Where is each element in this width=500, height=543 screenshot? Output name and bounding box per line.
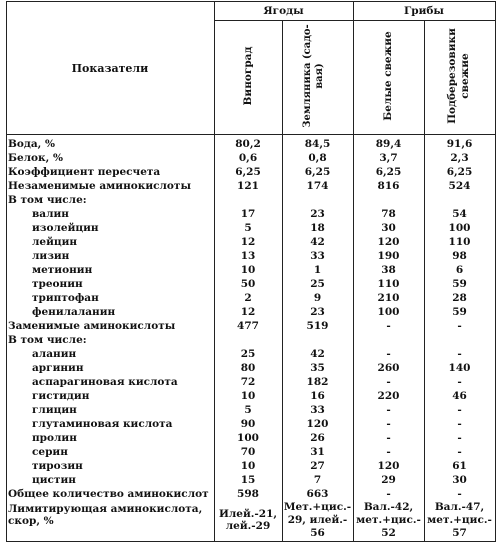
row-value: - [386, 432, 391, 444]
last-row-boletus-2: мет.+цис.- [427, 514, 492, 526]
last-row-label-2: скор, % [8, 515, 54, 527]
row-label: В том числе: [8, 334, 87, 346]
last-row-porcini-2: мет.+цис.- [356, 514, 421, 526]
row-label: метионин [32, 264, 93, 276]
row-value: 6,25 [446, 166, 473, 178]
row-value: 110 [377, 278, 400, 290]
row-value: 5 [244, 404, 252, 416]
last-row-label-1: Лимитирующая аминокислота, [8, 503, 203, 515]
row-value: 0,8 [308, 152, 327, 164]
row-value: 98 [452, 250, 467, 262]
row-value: 6,25 [375, 166, 402, 178]
row-value: 80,2 [235, 138, 261, 150]
row-value: 42 [310, 348, 325, 360]
row-label: В том числе: [8, 194, 87, 206]
row-value: - [386, 404, 391, 416]
row-value: 84,5 [304, 138, 331, 150]
row-value: 5 [244, 222, 252, 234]
table-left-border [6, 1, 7, 541]
row-value: 10 [240, 264, 256, 276]
row-value: - [386, 348, 391, 360]
row-value: 25 [240, 348, 256, 360]
row-value: 17 [240, 208, 256, 220]
row-value: 46 [452, 390, 467, 402]
row-value: - [386, 446, 391, 458]
table-bottom-border [6, 541, 496, 542]
row-value: 6,25 [304, 166, 331, 178]
row-value: 7 [313, 474, 322, 486]
header-berries: Ягоды [263, 5, 304, 17]
row-value: 100 [237, 432, 259, 444]
row-value: 91,6 [446, 138, 473, 150]
row-label: Белок, % [8, 152, 63, 164]
row-value: 90 [240, 418, 256, 430]
row-value: 78 [381, 208, 396, 220]
row-value: 27 [310, 460, 325, 472]
header-col-porcini: Белые свежие [382, 31, 394, 121]
table-top-border [6, 1, 496, 2]
row-value: 1 [313, 264, 322, 276]
row-value: 31 [310, 446, 325, 458]
row-value: 12 [240, 306, 256, 318]
row-value: - [457, 446, 462, 458]
row-value: 29 [381, 474, 396, 486]
row-value: - [457, 404, 462, 416]
row-value: 13 [240, 250, 256, 262]
row-label: валин [32, 208, 69, 220]
row-label: глутаминовая кислота [32, 418, 173, 430]
row-value: 220 [377, 390, 400, 402]
table-right-border [495, 1, 496, 541]
row-value: 598 [237, 488, 259, 500]
header-col-strawberry: Земляника (садо-вая) [302, 24, 325, 128]
row-value: 80 [240, 362, 256, 374]
row-value: - [386, 376, 391, 388]
last-row-boletus-1: Вал.-47, [434, 501, 485, 513]
last-row-porcini-1: Вал.-42, [363, 501, 414, 513]
row-value: 23 [310, 306, 325, 318]
row-value: 2,3 [450, 152, 469, 164]
row-value: 120 [306, 418, 329, 430]
row-label: серин [32, 446, 68, 458]
row-value: 524 [448, 180, 471, 192]
row-value: 33 [310, 404, 325, 416]
row-value: 38 [381, 264, 396, 276]
row-value: 9 [313, 292, 322, 304]
row-label: лейцин [32, 236, 78, 248]
row-value: - [457, 348, 462, 360]
amino-acid-table [6, 1, 496, 542]
last-row-grapes-2: лей.-29 [225, 520, 271, 532]
row-value: 26 [310, 432, 325, 444]
row-value: 33 [310, 250, 325, 262]
row-label: цистин [32, 474, 76, 486]
row-value: 16 [310, 390, 325, 402]
row-value: 182 [306, 376, 329, 388]
row-value: 10 [240, 390, 256, 402]
last-row-porcini-3: 52 [381, 527, 396, 539]
row-value: 477 [237, 320, 259, 332]
row-value: 816 [377, 180, 400, 192]
row-value: 6,25 [235, 166, 261, 178]
row-value: 12 [240, 236, 256, 248]
row-label: глицин [32, 404, 77, 416]
row-value: 121 [237, 180, 259, 192]
last-row-boletus-3: 57 [452, 527, 467, 539]
row-value: 30 [452, 474, 467, 486]
row-label: пролин [32, 432, 77, 444]
row-value: 42 [310, 236, 325, 248]
header-bottom-border [6, 134, 496, 135]
row-value: 120 [377, 460, 400, 472]
row-label: Вода, % [8, 138, 55, 150]
row-value: - [386, 418, 391, 430]
row-value: 3,7 [379, 152, 398, 164]
row-value: 61 [452, 460, 467, 472]
row-label: треонин [32, 278, 83, 290]
row-value: 59 [452, 306, 467, 318]
row-label: аланин [32, 348, 77, 360]
row-value: - [457, 320, 462, 332]
row-value: 110 [448, 236, 471, 248]
row-label: изолейцин [32, 222, 99, 234]
row-value: 25 [310, 278, 325, 290]
row-value: 0,6 [238, 152, 258, 164]
row-label: аспарагиновая кислота [32, 376, 178, 388]
row-value: 70 [240, 446, 256, 458]
last-row-grapes-1: Илей.-21, [218, 508, 278, 520]
row-label: фенилаланин [32, 306, 116, 318]
row-value: 89,4 [375, 138, 402, 150]
row-value: 210 [377, 292, 400, 304]
header-indicators: Показатели [71, 62, 149, 75]
row-value: - [386, 320, 391, 332]
last-row-strawberry-2: 29, илей.- [287, 514, 348, 526]
row-value: 50 [240, 278, 256, 290]
row-value: 35 [310, 362, 325, 374]
row-value: 15 [240, 474, 256, 486]
row-label: лизин [32, 250, 70, 262]
header-mushrooms: Грибы [404, 5, 444, 17]
row-label: триптофан [32, 292, 99, 304]
row-value: - [386, 488, 391, 500]
row-value: 100 [448, 222, 471, 234]
row-value: - [457, 432, 462, 444]
row-label: аргинин [32, 362, 84, 374]
row-label: Незаменимые аминокислоты [8, 180, 191, 192]
row-label: Коэффициент пересчета [8, 166, 161, 178]
row-label: Заменимые аминокислоты [8, 320, 176, 332]
row-value: 260 [377, 362, 400, 374]
row-value: 2 [244, 292, 252, 304]
row-value: 18 [310, 222, 325, 234]
row-value: - [457, 418, 462, 430]
group-header-divider [214, 20, 496, 21]
row-value: 174 [306, 180, 329, 192]
row-value: 72 [240, 376, 256, 388]
header-col-boletus: Подберезовики свежие [446, 28, 471, 124]
row-value: - [457, 376, 462, 388]
row-value: 59 [452, 278, 467, 290]
row-label: тирозин [32, 460, 83, 472]
row-value: 54 [452, 208, 467, 220]
header-col-grapes: Виноград [242, 46, 254, 106]
last-row-strawberry-3: 56 [310, 527, 325, 539]
row-value: 10 [240, 460, 256, 472]
row-value: 120 [377, 236, 400, 248]
row-value: 30 [381, 222, 396, 234]
row-value: 23 [310, 208, 325, 220]
row-label: гистидин [32, 390, 90, 402]
row-value: 100 [377, 306, 400, 318]
row-value: 663 [306, 488, 329, 500]
row-value: - [457, 488, 462, 500]
row-value: 190 [377, 250, 400, 262]
row-value: 140 [448, 362, 471, 374]
row-value: 6 [455, 264, 464, 276]
row-value: 28 [452, 292, 467, 304]
row-label: Общее количество аминокислот [8, 488, 209, 500]
row-value: 519 [306, 320, 329, 332]
last-row-strawberry-1: Мет.+цис.- [283, 501, 352, 513]
